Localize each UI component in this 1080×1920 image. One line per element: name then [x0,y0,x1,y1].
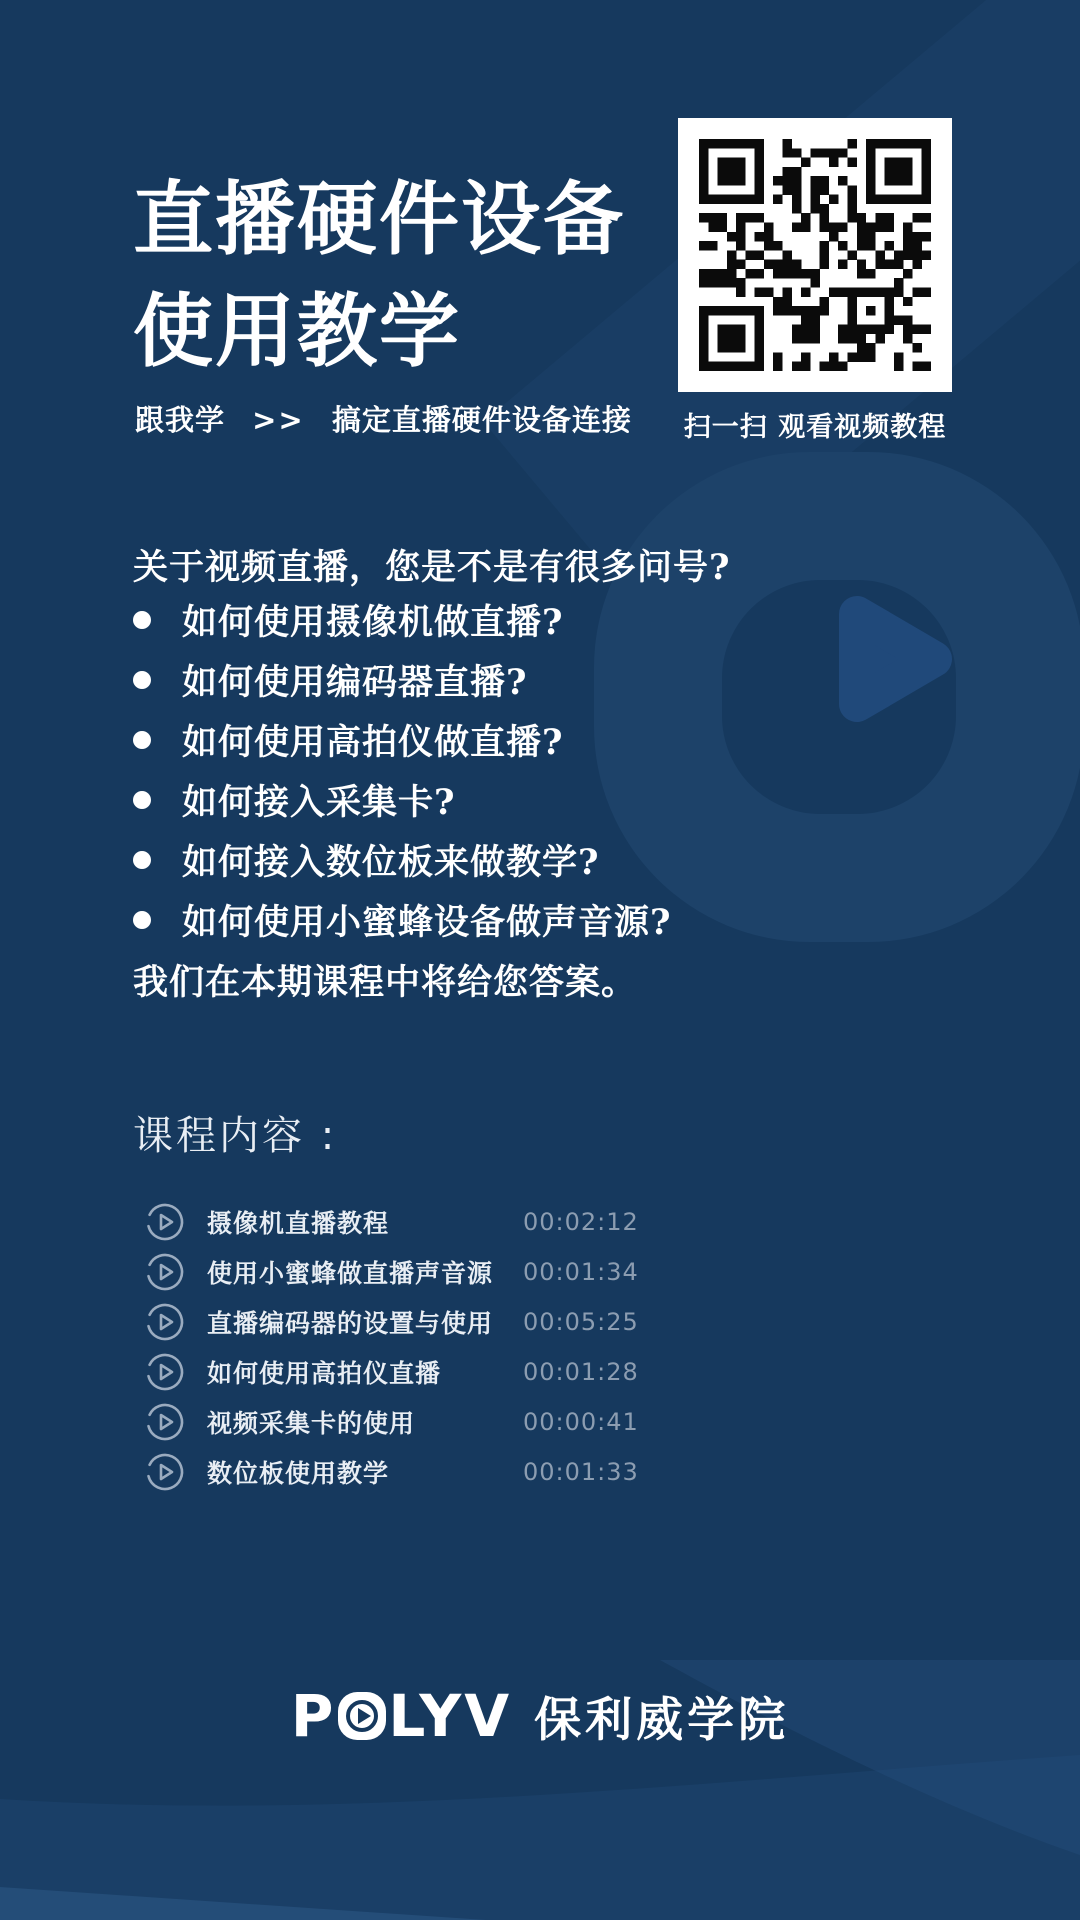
course-duration: 00:01:28 [523,1358,639,1386]
question-item [133,710,833,770]
course-duration: 00:00:41 [523,1408,639,1436]
qr-caption: 扫一扫 观看视频教程 [683,412,947,443]
question-item [133,770,833,830]
section-title: 课程内容 : [133,1113,338,1159]
play-circle-icon [145,1252,185,1292]
course-duration: 00:01:34 [523,1258,639,1286]
bullet-dot-icon [133,731,151,749]
qr-code [678,118,952,392]
brand-logo [0,1682,1080,1750]
course-duration: 00:05:25 [523,1308,639,1336]
question-item [133,650,833,710]
course-title: 摄像机直播教程 [207,1209,390,1238]
page-title [133,163,693,387]
play-circle-icon [145,1302,185,1342]
course-row [133,1397,639,1447]
question-list [133,590,833,950]
subtitle-rest: 搞定直播硬件设备连接 [331,403,632,437]
bullet-dot-icon [133,671,151,689]
bullet-dot-icon [133,611,151,629]
polyv-wordmark-rest: LYV [388,1682,513,1750]
subtitle [135,398,632,439]
course-title: 使用小蜜蜂做直播声音源 [207,1259,494,1288]
title-line-1: 直播硬件设备 [133,172,625,266]
question-item [133,590,833,650]
play-circle-icon [145,1352,185,1392]
watermark-triangle [819,574,969,744]
course-row [133,1447,639,1497]
question-text: 如何接入采集卡? [182,782,456,823]
course-title: 视频采集卡的使用 [207,1409,416,1438]
question-text: 如何使用小蜜蜂设备做声音源? [182,902,672,943]
play-circle-icon [145,1452,185,1492]
polyv-o-play-icon [338,1692,386,1740]
bullet-dot-icon [133,851,151,869]
course-title: 如何使用高拍仪直播 [207,1359,442,1388]
course-title: 直播编码器的设置与使用 [207,1309,494,1338]
question-text: 如何使用摄像机做直播? [182,602,564,643]
intro-heading: 关于视频直播，您是不是有很多问号? [133,547,731,588]
play-circle-icon [145,1402,185,1442]
course-row [133,1247,639,1297]
chevrons-icon: >> [252,403,305,437]
bullet-dot-icon [133,911,151,929]
bullet-dot-icon [133,791,151,809]
subtitle-lead: 跟我学 [135,403,226,437]
intro-closing: 我们在本期课程中将给您答案。 [133,962,638,1003]
question-text: 如何使用高拍仪做直播? [182,722,564,763]
polyv-wordmark-p: P [290,1682,337,1750]
course-row [133,1297,639,1347]
course-row [133,1347,639,1397]
question-item [133,890,833,950]
question-item [133,830,833,890]
course-list [133,1197,639,1497]
qr-code-pattern [699,139,931,371]
question-text: 如何使用编码器直播? [182,662,528,703]
play-circle-icon [145,1202,185,1242]
brand-name: 保利威学院 [534,1692,790,1748]
course-title: 数位板使用教学 [207,1459,390,1488]
course-duration: 00:02:12 [523,1208,639,1236]
title-line-2: 使用教学 [133,284,461,378]
course-row [133,1197,639,1247]
course-duration: 00:01:33 [523,1458,639,1486]
question-text: 如何接入数位板来做教学? [182,842,600,883]
